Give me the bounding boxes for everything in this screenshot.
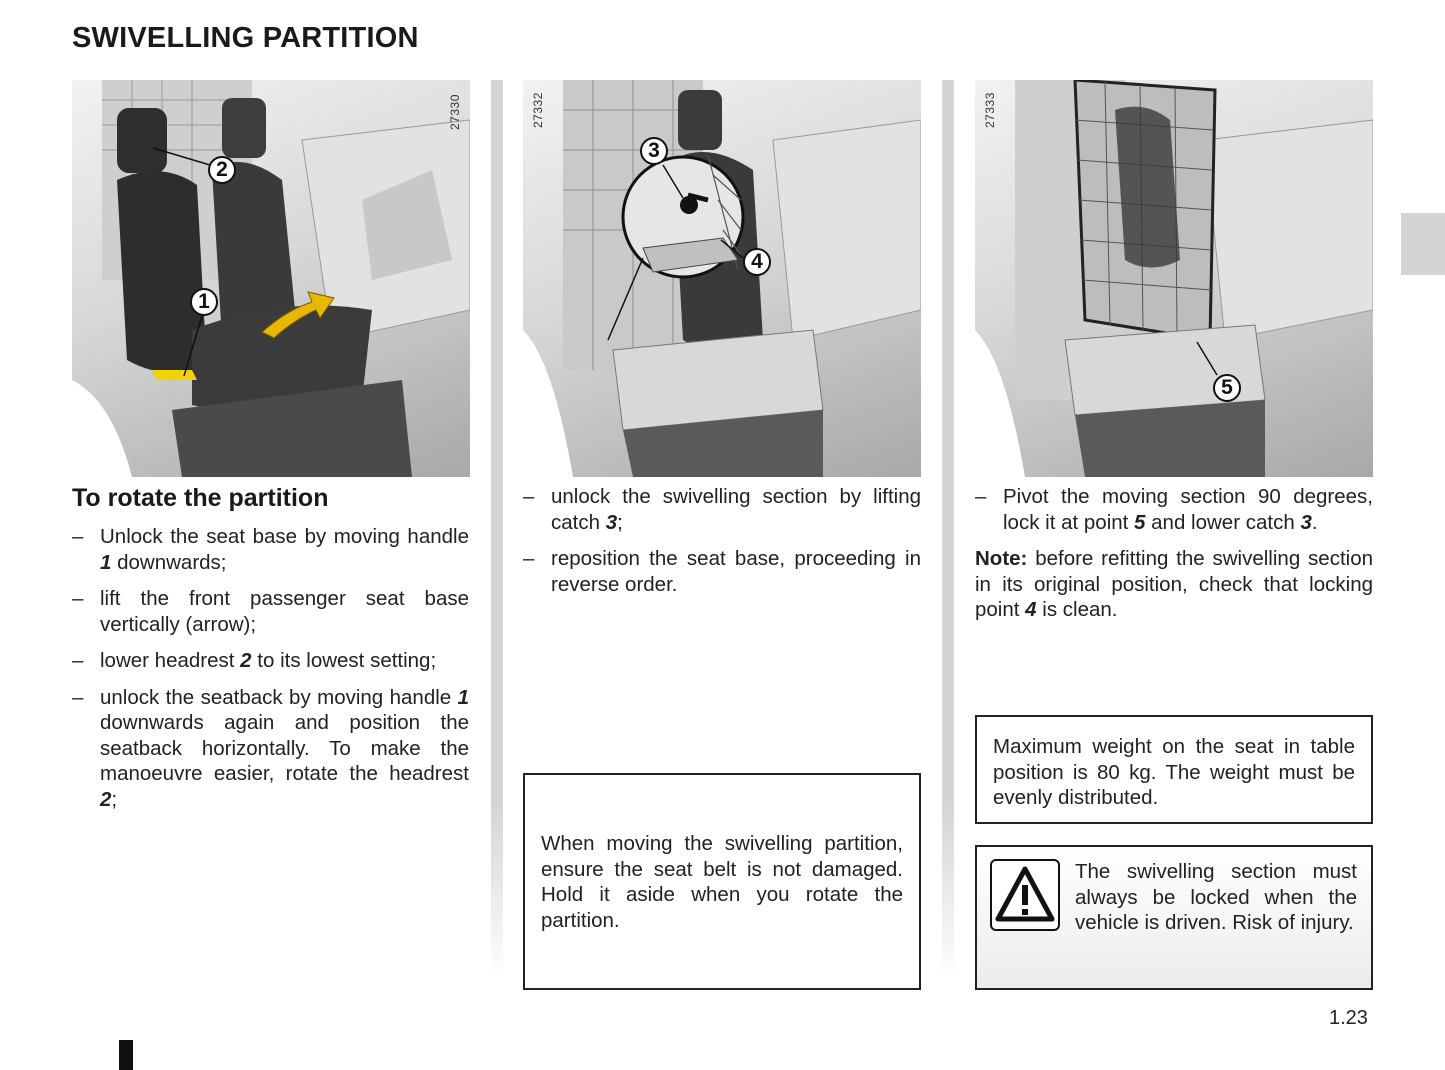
max-weight-notice-box bbox=[975, 715, 1373, 824]
page-title: SWIVELLING PARTITION bbox=[72, 22, 419, 54]
list-item: – unlock the swivelling section by lifting catch 3; bbox=[523, 484, 921, 535]
notice-text: Maximum weight on the seat in table position is 80 kg. The weight must be evenly distributed. bbox=[993, 735, 1355, 809]
column-divider bbox=[491, 80, 503, 980]
seat-photo-2 bbox=[523, 80, 921, 477]
list-item: – lift the front passenger seat base vertically (arrow); bbox=[72, 586, 469, 637]
warning-box bbox=[975, 845, 1373, 990]
column-2-steps bbox=[523, 484, 921, 608]
list-item: – Unlock the seat base by moving handle 1 downwards; bbox=[72, 524, 469, 575]
page-edge-marker bbox=[119, 1040, 133, 1070]
warning-text: The swivelling section must always be locked when the vehicle is driven. Risk of injury. bbox=[1075, 860, 1357, 934]
list-item: – lower headrest 2 to its lowest setting; bbox=[72, 648, 469, 674]
seat-photo-3 bbox=[975, 80, 1373, 477]
list-item: – Pivot the moving section 90 degrees, lock it at point 5 and lower catch 3. bbox=[975, 484, 1373, 535]
page-number: 1.23 bbox=[1329, 1007, 1368, 1029]
figure-reference: 27333 bbox=[983, 92, 997, 128]
callout-2: 2 bbox=[208, 156, 236, 184]
figure-reference: 27330 bbox=[448, 94, 462, 130]
figure-reference: 27332 bbox=[531, 92, 545, 128]
list-item: – unlock the seatback by moving handle 1 downwards again and position the seatback horizontally. To make the manoeuvre easier, rotate the headrest 2; bbox=[72, 685, 469, 813]
callout-3: 3 bbox=[640, 137, 668, 165]
seat-illustration bbox=[72, 80, 470, 477]
column-1-steps bbox=[72, 524, 469, 823]
chapter-tab bbox=[1401, 213, 1445, 275]
seat-photo-1 bbox=[72, 80, 470, 477]
warning-triangle-icon bbox=[990, 859, 1060, 931]
seat-illustration bbox=[975, 80, 1373, 477]
callout-4: 4 bbox=[743, 248, 771, 276]
notice-text: When moving the swivelling partition, ensure the seat belt is not damaged. Hold it aside when you rotate the partition. bbox=[541, 832, 903, 932]
column-divider bbox=[942, 80, 954, 980]
section-heading: To rotate the partition bbox=[72, 484, 329, 512]
callout-5: 5 bbox=[1213, 374, 1241, 402]
callout-1: 1 bbox=[190, 288, 218, 316]
list-item: – reposition the seat base, proceeding in reverse order. bbox=[523, 546, 921, 597]
note-paragraph: Note: before refitting the swivelling section in its original position, check that locking point 4 is clean. bbox=[975, 547, 1373, 621]
column-3-steps bbox=[975, 484, 1373, 623]
seat-belt-notice-box bbox=[523, 773, 921, 990]
seat-illustration bbox=[523, 80, 921, 477]
